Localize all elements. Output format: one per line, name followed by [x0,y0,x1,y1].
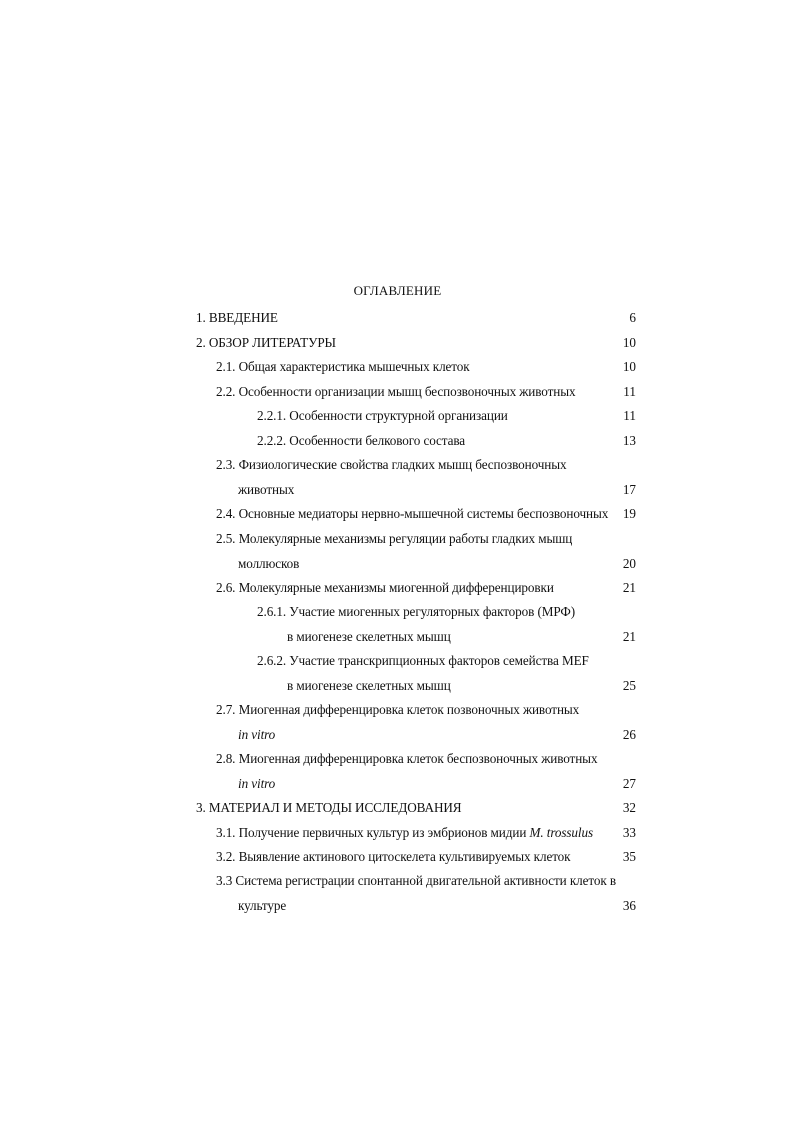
toc-entry-text: 2.1. Общая характеристика мышечных клеток [216,359,470,374]
toc-page-number: 35 [622,849,636,864]
toc-entry-text: 2.6.1. Участие миогенных регуляторных факторов (МРФ) [257,604,576,619]
toc-title: ОГЛАВЛЕНИЕ [353,283,442,298]
toc-entry-text: 2.5. Молекулярные механизмы регуляции работы гладких мышц [216,531,573,546]
species-name: M. trossulus [529,825,594,840]
toc-entry-text: 3.3 Система регистрации спонтанной двигательной активности клеток в [216,873,616,888]
toc-page-number: 33 [622,825,636,840]
toc-page-number: 11 [623,408,636,423]
toc-entry-text: 3.2. Выявление актинового цитоскелета культивируемых клеток [216,849,571,864]
toc-entry-text: in vitro [238,776,276,791]
toc-entry-text: 2. ОБЗОР ЛИТЕРАТУРЫ [196,335,336,350]
toc-page-number: 13 [622,433,636,448]
toc-page-number: 10 [622,335,636,350]
toc-page-number: 27 [622,776,636,791]
toc-entry-text: 2.3. Физиологические свойства гладких мышц беспозвоночных [216,457,567,472]
toc-entry-text: культуре [238,898,287,913]
toc-page-number: 21 [622,580,636,595]
toc-page-number: 20 [622,556,636,571]
toc-entry-text: моллюсков [238,556,300,571]
toc-entry-text: 2.2.2. Особенности белкового состава [257,433,466,448]
toc-entry-text: 2.2.1. Особенности структурной организации [257,408,508,423]
toc-entry-text: 2.7. Миогенная дифференцировка клеток позвоночных животных [216,702,580,717]
toc-page-number: 6 [629,310,636,325]
toc-page-number: 25 [622,678,636,693]
toc-entry-text: 2.6.2. Участие транскрипционных факторов семейства MEF [257,653,589,668]
toc-entry-text: в миогенезе скелетных мышц [287,678,451,693]
toc-page-number: 10 [622,359,636,374]
toc-entry-text: животных [238,482,295,497]
toc-entry-text: 2.2. Особенности организации мышц беспозвоночных животных [216,384,576,399]
toc-entry-text: 3.1. Получение первичных культур из эмбрионов мидии M. trossulus [216,825,594,840]
toc-page-number: 11 [623,384,636,399]
toc-entry-text: 2.8. Миогенная дифференцировка клеток беспозвоночных животных [216,751,598,766]
toc-entry-text: in vitro [238,727,276,742]
toc-page-number: 36 [622,898,636,913]
toc-page-number: 32 [622,800,636,815]
toc-entry-text: 1. ВВЕДЕНИЕ [196,310,278,325]
toc-page-number: 19 [622,506,636,521]
toc-page-number: 21 [622,629,636,644]
toc-entry-text: 2.6. Молекулярные механизмы миогенной дифференцировки [216,580,554,595]
toc-entry-text: в миогенезе скелетных мышц [287,629,451,644]
toc-entry-text: 2.4. Основные медиаторы нервно-мышечной системы беспозвоночных [216,506,609,521]
toc-entry-text: 3. МАТЕРИАЛ И МЕТОДЫ ИССЛЕДОВАНИЯ [196,800,462,815]
toc-page-number: 26 [622,727,636,742]
toc-page-number: 17 [622,482,636,497]
